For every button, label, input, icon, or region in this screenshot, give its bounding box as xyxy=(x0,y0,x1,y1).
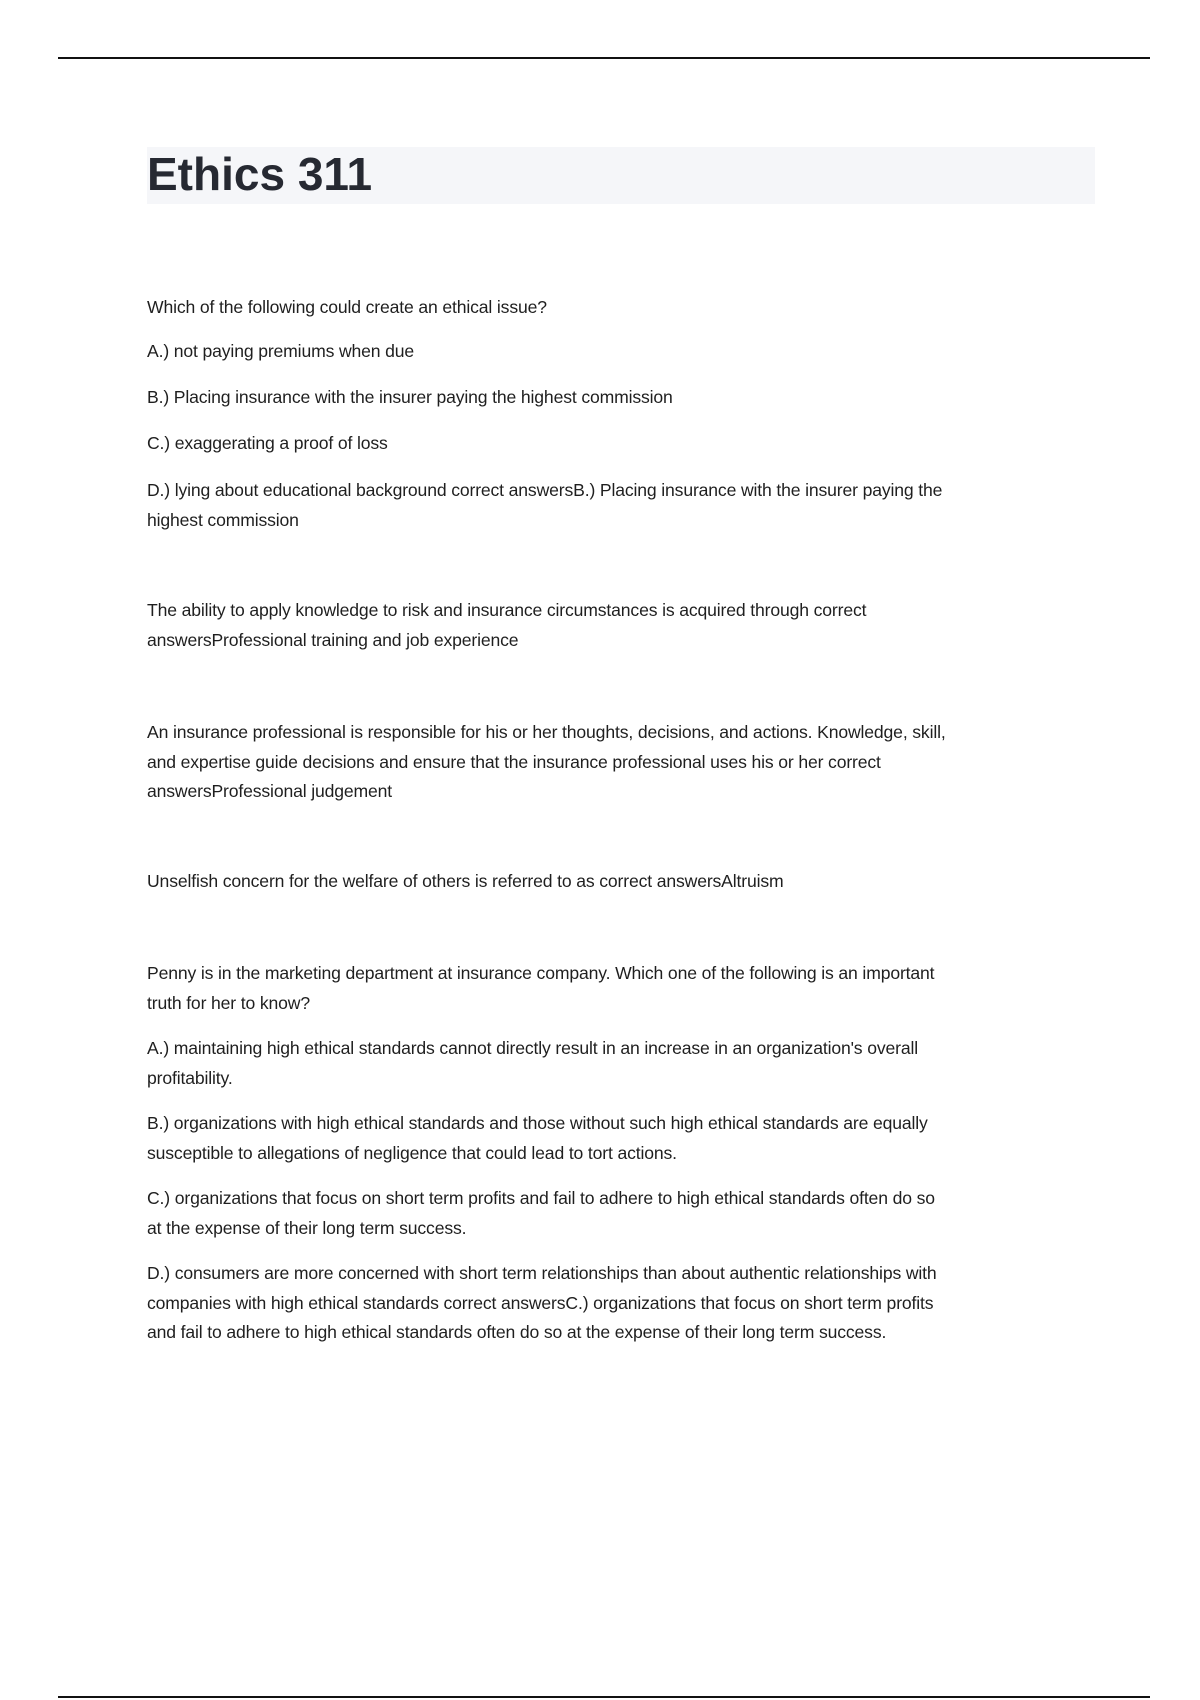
text-line: Unselfish concern for the welfare of others is referred to as correct answersAltruism xyxy=(147,871,784,891)
text-line: at the expense of their long term success. xyxy=(147,1217,467,1238)
q5-option-a xyxy=(147,1034,918,1093)
text-line: answersProfessional judgement xyxy=(147,781,393,801)
text-line: A.) not paying premiums when due xyxy=(147,341,415,361)
text-line: D.) lying about educational background correct answersB.) Placing insurance with the insurer paying the xyxy=(147,480,943,500)
question-5 xyxy=(147,959,934,1018)
question-3-answer xyxy=(147,718,946,807)
text-line: truth for her to know? xyxy=(147,992,310,1013)
text-line: Penny is in the marketing department at insurance company. Which one of the following is an important xyxy=(147,963,935,983)
text-line: C.) organizations that focus on short term profits and fail to adhere to high ethical standards often do so xyxy=(147,1188,935,1208)
text-line: C.) exaggerating a proof of loss xyxy=(147,433,388,453)
q1-option-a xyxy=(147,337,414,367)
text-line: profitability. xyxy=(147,1067,233,1088)
q1-option-c xyxy=(147,429,388,459)
text-line: and fail to adhere to high ethical standards often do so at the expense of their long term success. xyxy=(147,1322,887,1342)
q5-option-b xyxy=(147,1109,928,1168)
question-2-answer xyxy=(147,596,866,655)
bottom-rule xyxy=(58,1696,1150,1698)
text-line: Which of the following could create an ethical issue? xyxy=(147,297,547,317)
q1-option-d-answer xyxy=(147,476,942,535)
page-title: Ethics 311 xyxy=(147,148,373,200)
text-line: A.) maintaining high ethical standards cannot directly result in an increase in an organization's overall xyxy=(147,1038,918,1058)
text-line: An insurance professional is responsible for his or her thoughts, decisions, and actions. Knowledge, skill, xyxy=(147,722,946,742)
text-line: The ability to apply knowledge to risk and insurance circumstances is acquired through correct xyxy=(147,600,867,620)
question-4-answer xyxy=(147,867,784,897)
q5-option-d-answer xyxy=(147,1259,937,1348)
question-1 xyxy=(147,293,547,323)
text-line: companies with high ethical standards correct answersC.) organizations that focus on short term profits xyxy=(147,1292,934,1313)
text-line: and expertise guide decisions and ensure that the insurance professional uses his or her correct xyxy=(147,751,881,772)
top-rule xyxy=(58,57,1150,59)
text-line: B.) organizations with high ethical standards and those without such high ethical standards are equally xyxy=(147,1113,928,1133)
text-line: highest commission xyxy=(147,509,299,530)
text-line: susceptible to allegations of negligence that could lead to tort actions. xyxy=(147,1142,677,1163)
q1-option-b xyxy=(147,383,673,413)
text-line: answersProfessional training and job experience xyxy=(147,629,519,650)
text-line: B.) Placing insurance with the insurer paying the highest commission xyxy=(147,387,673,407)
text-line: D.) consumers are more concerned with short term relationships than about authentic relationships with xyxy=(147,1263,937,1283)
q5-option-c xyxy=(147,1184,935,1243)
